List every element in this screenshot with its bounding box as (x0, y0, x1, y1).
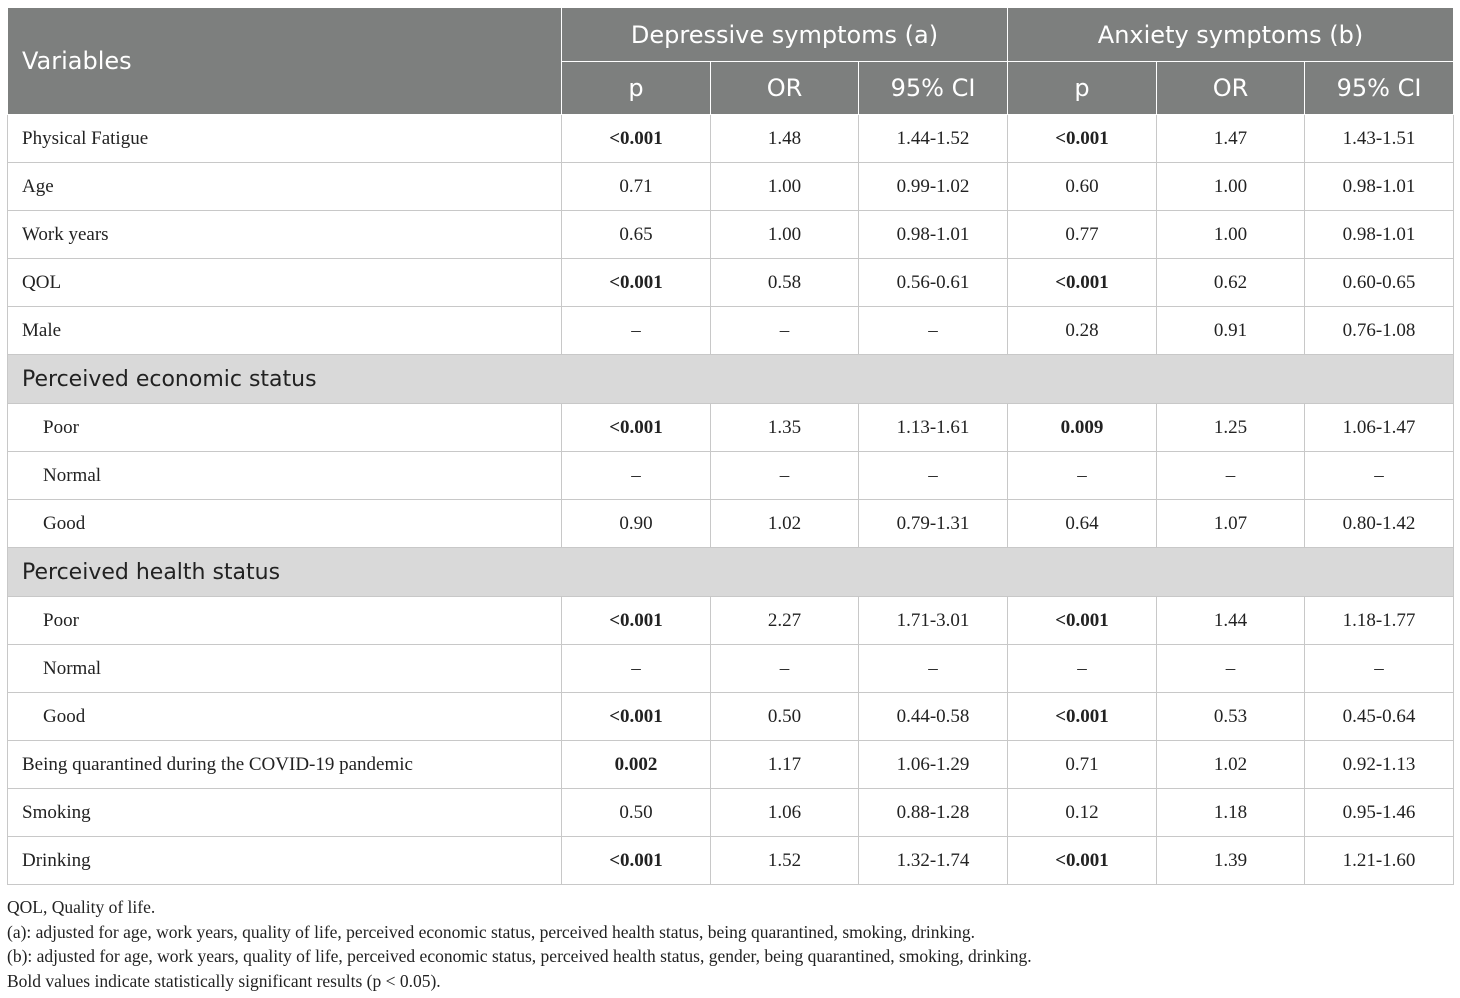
row-label: Good (8, 500, 562, 548)
row-label: Poor (8, 404, 562, 452)
table-cell: 1.71-3.01 (859, 597, 1008, 645)
table-cell: 1.18-1.77 (1305, 597, 1454, 645)
table-row (8, 741, 1454, 789)
table-row (8, 500, 1454, 548)
table-cell: <0.001 (562, 837, 711, 885)
table-cell: 0.12 (1008, 789, 1157, 837)
table-cell: – (1157, 645, 1305, 693)
table-row (8, 163, 1454, 211)
row-label: Work years (8, 211, 562, 259)
footnote: (b): adjusted for age, work years, quality of life, perceived economic status, perceived health status, gender, being quarantined, smoking, drinking. (7, 946, 1032, 966)
section-label: Perceived economic status (8, 355, 1454, 404)
table-cell: – (859, 645, 1008, 693)
table-cell: 0.95-1.46 (1305, 789, 1454, 837)
table-cell: 1.13-1.61 (859, 404, 1008, 452)
table-cell: – (562, 452, 711, 500)
table-cell: <0.001 (1008, 259, 1157, 307)
table-row (8, 404, 1454, 452)
table-cell: 0.50 (711, 693, 859, 741)
section-label: Perceived health status (8, 548, 1454, 597)
table-cell: <0.001 (562, 404, 711, 452)
table-cell: 0.62 (1157, 259, 1305, 307)
footnote: (a): adjusted for age, work years, quality of life, perceived economic status, perceived health status, being quarantined, smoking, drinking. (7, 921, 976, 942)
table-cell: 0.80-1.42 (1305, 500, 1454, 548)
table-cell: 1.44 (1157, 597, 1305, 645)
table-row (8, 789, 1454, 837)
anxiety-group-header: Anxiety symptoms (b) (1008, 8, 1454, 62)
section-row (8, 355, 1454, 404)
table-cell: <0.001 (1008, 597, 1157, 645)
table-cell: 1.00 (711, 163, 859, 211)
table-body (8, 115, 1454, 885)
table-cell: 1.06-1.29 (859, 741, 1008, 789)
table-cell: 1.43-1.51 (1305, 115, 1454, 163)
table-cell: 0.28 (1008, 307, 1157, 355)
table-cell: 0.009 (1008, 404, 1157, 452)
table-cell: – (562, 307, 711, 355)
table-cell: 0.79-1.31 (859, 500, 1008, 548)
row-label: Age (8, 163, 562, 211)
table-cell: – (859, 307, 1008, 355)
table-cell: <0.001 (1008, 693, 1157, 741)
section-row (8, 548, 1454, 597)
table-footnotes (7, 895, 1453, 993)
row-label: Physical Fatigue (8, 115, 562, 163)
col-header: 95% CI (1305, 62, 1454, 115)
col-header: p (562, 62, 711, 115)
table-cell: <0.001 (562, 259, 711, 307)
table-cell: 0.99-1.02 (859, 163, 1008, 211)
table-row (8, 693, 1454, 741)
table-cell: – (859, 452, 1008, 500)
table-row (8, 211, 1454, 259)
table-row (8, 645, 1454, 693)
depressive-group-header: Depressive symptoms (a) (562, 8, 1008, 62)
table-cell: 1.35 (711, 404, 859, 452)
table-cell: 0.60 (1008, 163, 1157, 211)
table-cell: – (1305, 452, 1454, 500)
table-cell: 0.65 (562, 211, 711, 259)
table-cell: <0.001 (1008, 115, 1157, 163)
row-label: Smoking (8, 789, 562, 837)
table-cell: – (1008, 645, 1157, 693)
table-cell: 1.25 (1157, 404, 1305, 452)
table-header (8, 8, 1454, 115)
variables-header: Variables (8, 8, 562, 115)
table-cell: – (562, 645, 711, 693)
table-row (8, 307, 1454, 355)
col-header: 95% CI (859, 62, 1008, 115)
table-cell: 1.07 (1157, 500, 1305, 548)
table-row (8, 452, 1454, 500)
row-label: Normal (8, 452, 562, 500)
footnote: QOL, Quality of life. (7, 897, 156, 917)
table-cell: 0.002 (562, 741, 711, 789)
table-cell: 0.64 (1008, 500, 1157, 548)
row-label: Good (8, 693, 562, 741)
row-label: Being quarantined during the COVID-19 pandemic (8, 741, 562, 789)
table-cell: 0.76-1.08 (1305, 307, 1454, 355)
table-cell: 1.44-1.52 (859, 115, 1008, 163)
footnote: Bold values indicate statistically significant results (p < 0.05). (7, 970, 441, 991)
table-cell: 1.17 (711, 741, 859, 789)
table-cell: 1.21-1.60 (1305, 837, 1454, 885)
table-cell: 0.53 (1157, 693, 1305, 741)
col-header: OR (1157, 62, 1305, 115)
table-cell: <0.001 (562, 115, 711, 163)
table-cell: 0.88-1.28 (859, 789, 1008, 837)
col-header: p (1008, 62, 1157, 115)
table-cell: 2.27 (711, 597, 859, 645)
table-cell: 0.92-1.13 (1305, 741, 1454, 789)
table-cell: 1.06-1.47 (1305, 404, 1454, 452)
table-cell: 1.18 (1157, 789, 1305, 837)
table-row (8, 837, 1454, 885)
table-cell: 1.47 (1157, 115, 1305, 163)
table-cell: – (1305, 645, 1454, 693)
table-cell: 0.71 (1008, 741, 1157, 789)
table-cell: – (1008, 452, 1157, 500)
results-table-container (7, 7, 1453, 885)
table-cell: <0.001 (562, 597, 711, 645)
table-cell: – (1157, 452, 1305, 500)
table-cell: 0.98-1.01 (1305, 163, 1454, 211)
table-cell: 1.39 (1157, 837, 1305, 885)
row-label: Drinking (8, 837, 562, 885)
row-label: Poor (8, 597, 562, 645)
table-cell: 1.00 (1157, 163, 1305, 211)
table-cell: 1.32-1.74 (859, 837, 1008, 885)
col-header: OR (711, 62, 859, 115)
table-cell: 0.91 (1157, 307, 1305, 355)
table-row (8, 597, 1454, 645)
table-cell: <0.001 (562, 693, 711, 741)
table-cell: 1.02 (1157, 741, 1305, 789)
table-cell: 1.00 (711, 211, 859, 259)
table-cell: 0.77 (1008, 211, 1157, 259)
table-cell: 1.02 (711, 500, 859, 548)
table-cell: 0.50 (562, 789, 711, 837)
results-table (7, 7, 1454, 885)
table-row (8, 115, 1454, 163)
table-cell: <0.001 (1008, 837, 1157, 885)
table-cell: 0.56-0.61 (859, 259, 1008, 307)
table-row (8, 259, 1454, 307)
table-cell: 0.90 (562, 500, 711, 548)
table-cell: 1.00 (1157, 211, 1305, 259)
table-cell: 0.58 (711, 259, 859, 307)
table-cell: 1.52 (711, 837, 859, 885)
table-cell: 1.06 (711, 789, 859, 837)
row-label: QOL (8, 259, 562, 307)
table-cell: 0.98-1.01 (1305, 211, 1454, 259)
table-cell: – (711, 645, 859, 693)
row-label: Normal (8, 645, 562, 693)
table-cell: 0.45-0.64 (1305, 693, 1454, 741)
table-cell: 0.71 (562, 163, 711, 211)
table-cell: 0.60-0.65 (1305, 259, 1454, 307)
table-cell: 1.48 (711, 115, 859, 163)
table-cell: 0.44-0.58 (859, 693, 1008, 741)
row-label: Male (8, 307, 562, 355)
table-cell: 0.98-1.01 (859, 211, 1008, 259)
table-cell: – (711, 452, 859, 500)
table-cell: – (711, 307, 859, 355)
